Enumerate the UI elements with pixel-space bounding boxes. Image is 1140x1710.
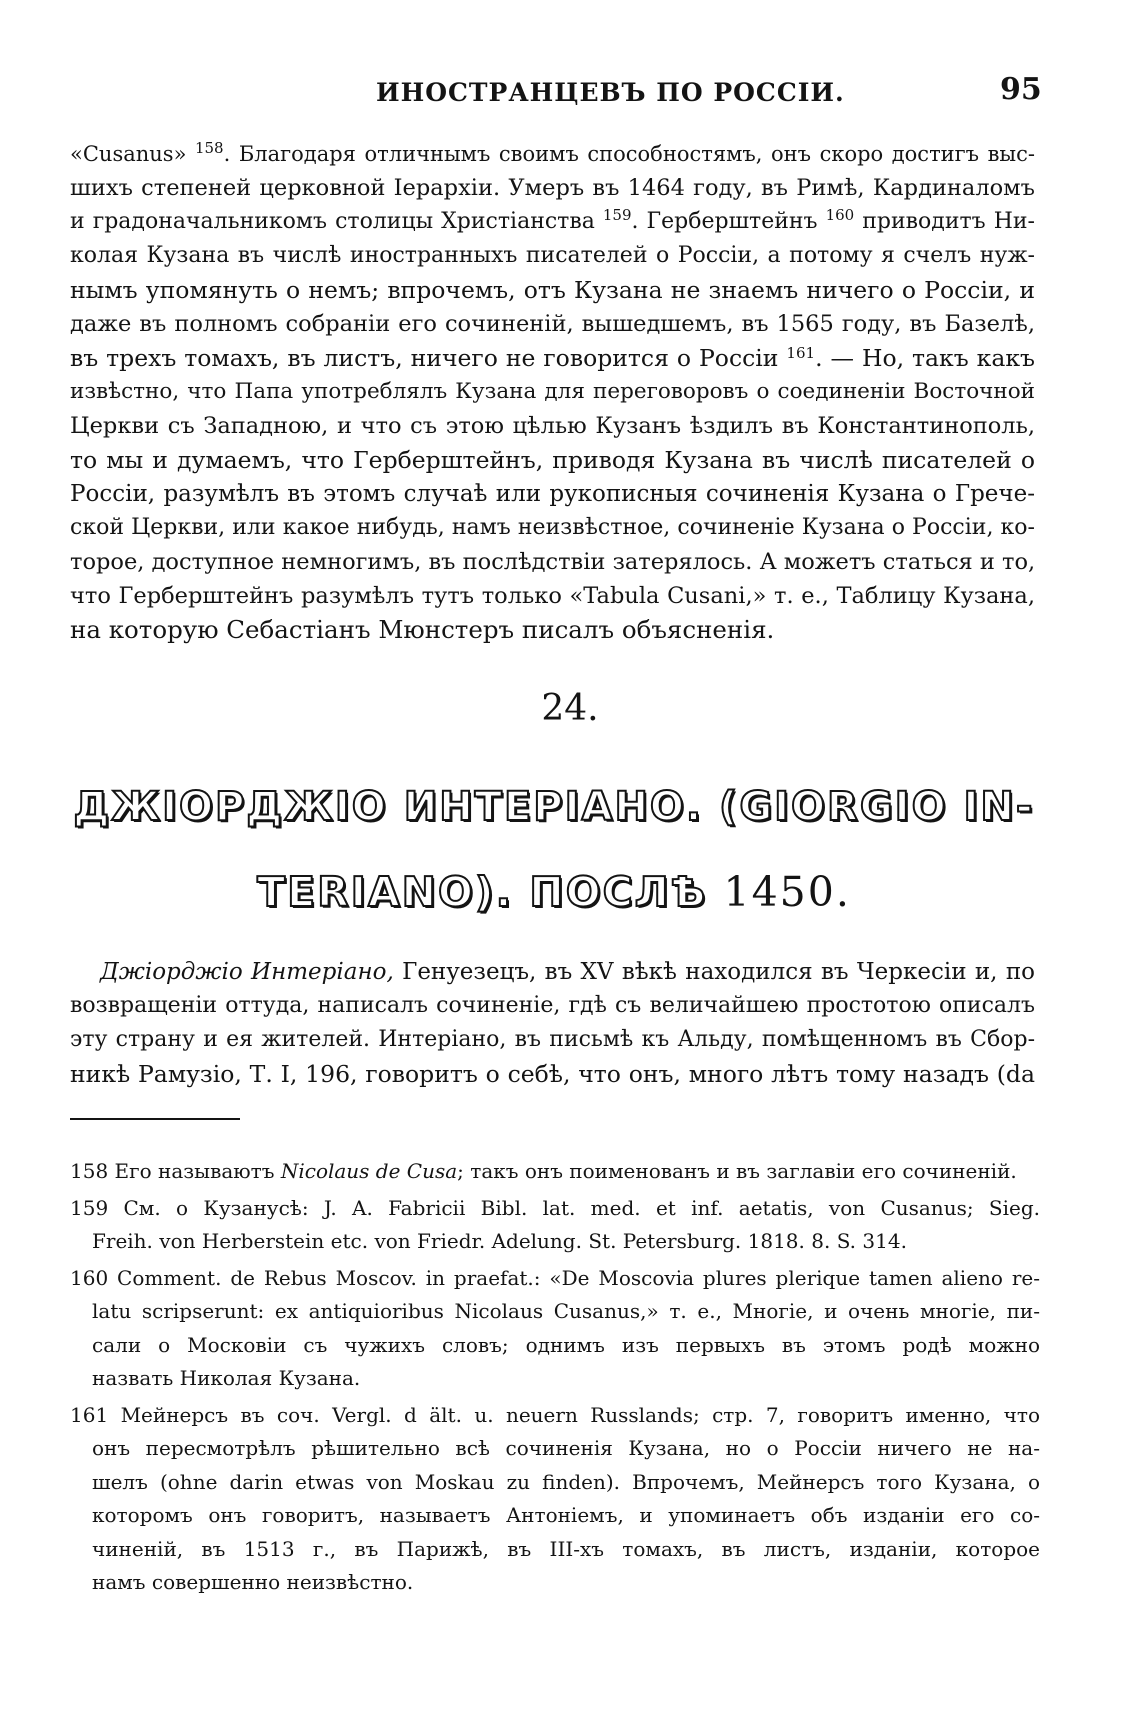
text-line: Джіорджіо Интеріано, Генуезецъ, въ XV вѣкѣ находился въ Черкесіи и, по (100, 959, 1035, 985)
footnote-line: шелъ (ohne darin etwas von Moskau zu finden). Впрочемъ, Мейнерсъ того Кузана, о (92, 1469, 1040, 1494)
text-line: даже въ полномъ собраніи его сочиненій, вышедшемъ, въ 1565 году, въ Базелѣ, (70, 311, 1035, 337)
text-line: шихъ степеней церковной Іерархіи. Умеръ въ 1464 году, въ Римѣ, Кардиналомъ (70, 175, 1035, 201)
footnote-ref[interactable]: 161 (786, 344, 816, 362)
footnote-161 (70, 1399, 1040, 1600)
page-number: 95 (1000, 72, 1042, 107)
text-line: Россіи, разумѣлъ въ этомъ случаѣ или рукописныя сочиненія Кузана о Грече- (70, 481, 1035, 507)
footnote-line: 158 Его называютъ Nicolaus de Cusa; такъ онъ поименованъ и въ заглавіи его сочиненій. (70, 1159, 1017, 1183)
text-line: возвращеніи оттуда, написалъ сочиненіе, гдѣ съ величайшею простотою описалъ (70, 993, 1035, 1018)
footnote-line: намъ совершенно неизвѣстно. (92, 1570, 414, 1594)
continuation-text (70, 137, 1035, 647)
text-line: торое, доступное немногимъ, въ послѣдствіи затерялось. А можетъ статься и то, (70, 549, 1036, 575)
heading-year: 1450. (723, 868, 851, 916)
text-line: «Cusanus» $^{158}$. Благодаря отличнымъ своимъ способностямъ, онъ скоро достигъ выс- (70, 139, 1035, 166)
footnote-line: 159 См. о Кузанусѣ: J. A. Fabricii Bibl. lat. med. et inf. aetatis, von Cusanus; Sieg. (70, 1195, 1040, 1220)
footnote-line: которомъ онъ говоритъ, называетъ Антоніемъ, и упоминаетъ объ изданіи его со- (92, 1503, 1040, 1527)
text-line: извѣстно, что Папа употреблялъ Кузана для переговоровъ о соединеніи Восточной (70, 379, 1035, 404)
text-line: въ трехъ томахъ, въ листъ, ничего не говорится о Россіи $^{161}$. — Но, такъ какъ (70, 344, 1035, 372)
text-line: нымъ упомянуть о немъ; впрочемъ, отъ Кузана не знаемъ ничего о Россіи, и (70, 276, 1035, 304)
text-line: и градоначальникомъ столицы Христіанства $^{159}$. Герберштейнъ $^{160}$ приводитъ Ни- (70, 206, 1035, 234)
section-number: 24. (541, 688, 599, 729)
footnote-159 (70, 1192, 1040, 1259)
footnote-line: 161 Мейнерсъ въ соч. Vergl. d ält. u. neuern Russlands; стр. 7, говоритъ именно, что (70, 1402, 1040, 1427)
footnote-line: сали о Московіи съ чужихъ словъ; однимъ изъ первыхъ въ этомъ родѣ можно (92, 1332, 1040, 1357)
footnote-divider (70, 1118, 240, 1120)
footnote-line: чиненій, въ 1513 г., въ Парижѣ, въ III-хъ томахъ, въ листъ, изданіи, которое (92, 1536, 1040, 1561)
section-paragraph (70, 955, 1035, 1091)
footnote-158 (70, 1155, 1040, 1189)
text-line: Церкви съ Западною, и что съ этою цѣлью Кузанъ ѣздилъ въ Константинополь, (70, 413, 1035, 439)
footnote-line: онъ пересмотрѣлъ рѣшительно всѣ сочиненія Кузана, но о Россіи ничего не на- (92, 1436, 1040, 1460)
footnote-line: Freih. von Herberstein etc. von Friedr. Adelung. St. Petersburg. 1818. 8. S. 314. (92, 1229, 907, 1253)
text-line: на которую Себастіанъ Мюнстеръ писалъ объясненія. (70, 615, 775, 644)
section-heading-line-1: ДЖІОРДЖІО ИНТЕРІАНО. (GIORGIO IN- (73, 784, 1035, 830)
text-line: никѣ Рамузіо, Т. I, 196, говоритъ о себѣ, что онъ, много лѣтъ тому назадъ (da (70, 1060, 1035, 1088)
footnote-line: latu scripserunt: ex antiquioribus Nicolaus Cusanus,» т. е., Многіе, и очень многіе, пи- (92, 1299, 1040, 1323)
section-heading-line-2: TERIANO). ПОСЛѢ 1450. (257, 868, 851, 916)
footnote-ref[interactable]: 159 (602, 206, 632, 224)
text-line: что Герберштейнъ разумѣлъ тутъ только «Tabula Cusani,» т. е., Таблицу Кузана, (70, 583, 1035, 609)
text-line: эту страну и ея жителей. Интеріано, въ письмѣ къ Альду, помѣщенномъ въ Сбор- (70, 1027, 1035, 1052)
text-line: то мы и думаемъ, что Герберштейнъ, приводя Кузана въ числѣ писателей о (70, 446, 1035, 474)
footnote-ref[interactable]: 160 (825, 206, 855, 224)
author-name: Джіорджіо Интеріано, (100, 959, 394, 985)
running-head: ИНОСТРАНЦЕВЪ ПО РОССІИ. (376, 78, 845, 107)
footnote-line: назвать Николая Кузана. (92, 1366, 361, 1390)
footnote-line: 160 Comment. de Rebus Moscov. in praefat.: «De Moscovia plures plerique tamen alieno re- (70, 1265, 1040, 1290)
text-line: ской Церкви, или какое нибудь, намъ неизвѣстное, сочиненіе Кузана о Россіи, ко- (70, 515, 1035, 540)
footnotes (70, 1155, 1040, 1600)
text-line: колая Кузана въ числѣ иностранныхъ писателей о Россіи, а потому я счелъ нуж- (70, 243, 1035, 268)
footnote-ref[interactable]: 158 (194, 139, 224, 157)
footnote-160 (70, 1262, 1040, 1396)
